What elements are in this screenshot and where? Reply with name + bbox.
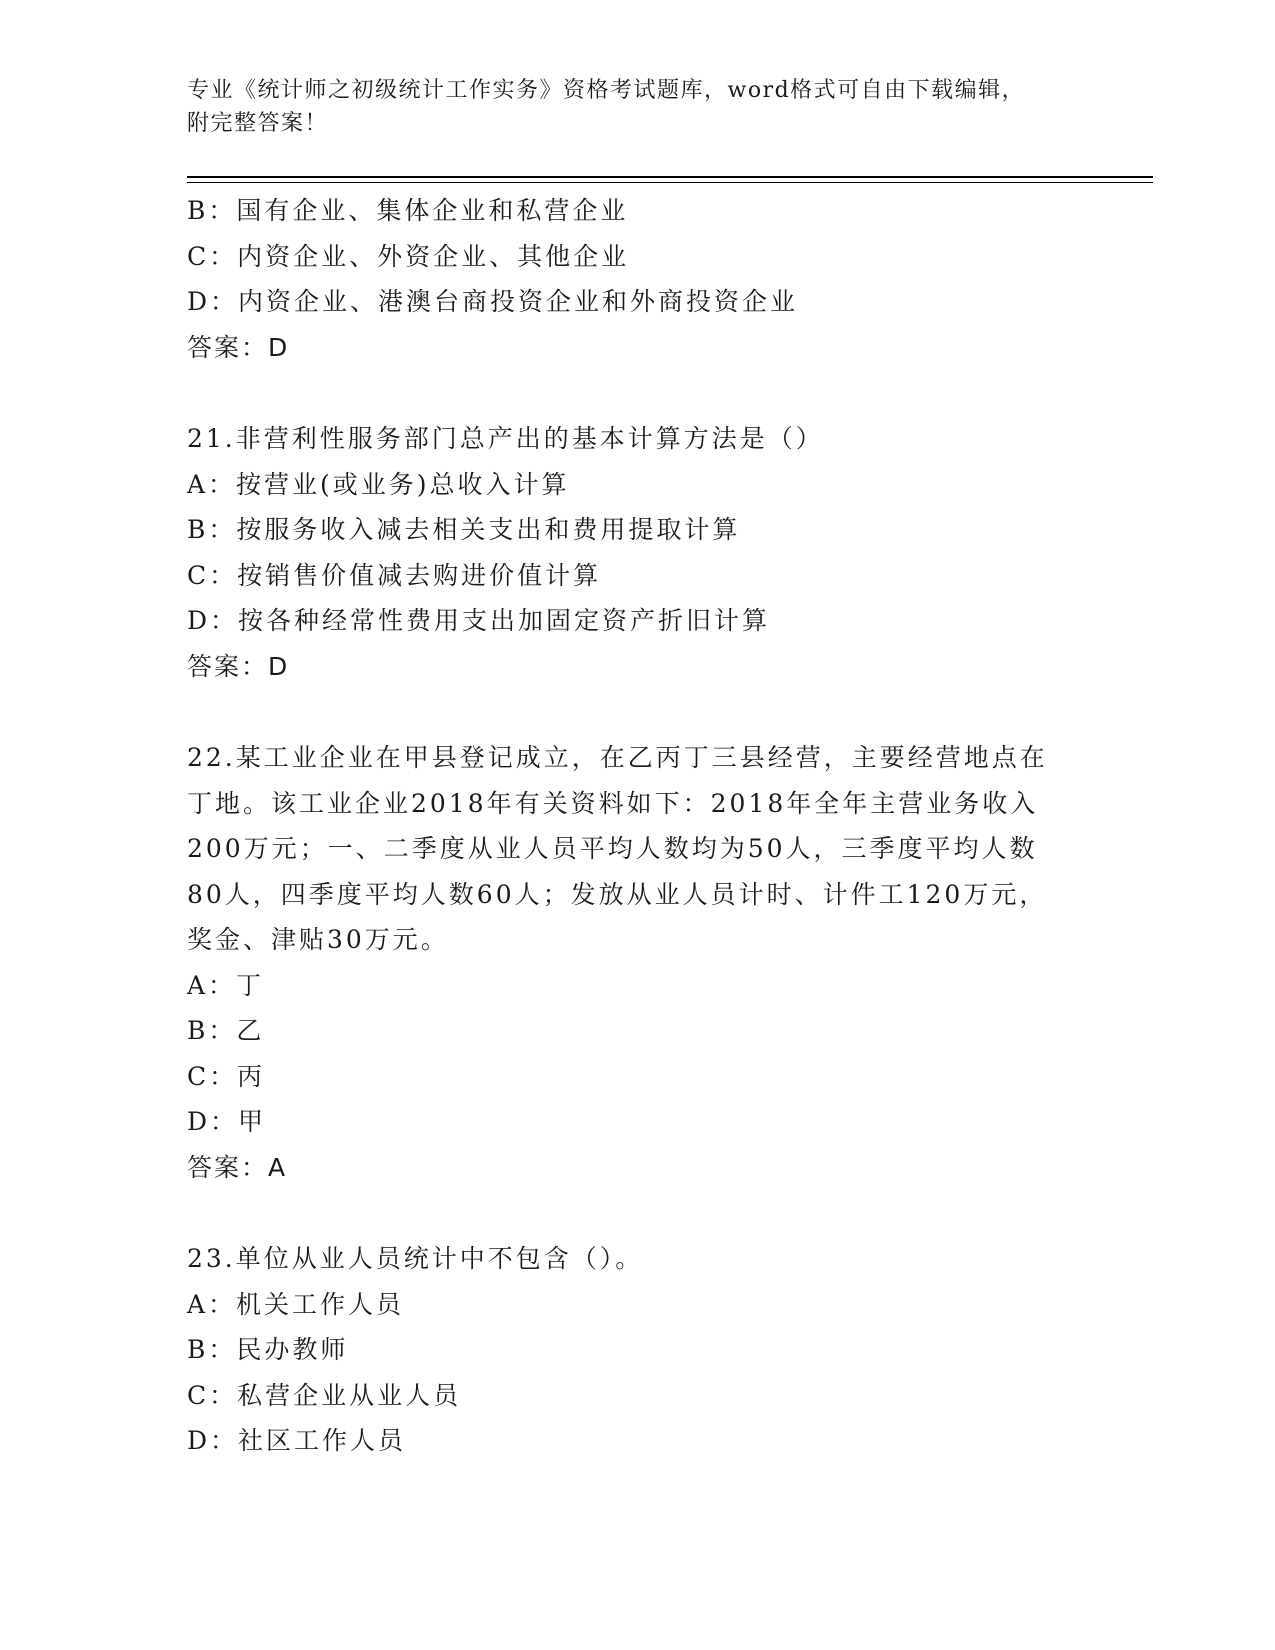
header-divider-thin <box>187 182 1153 183</box>
option-a: A：机关工作人员 <box>187 1289 405 1319</box>
question-stem: 21.非营利性服务部门总产出的基本计算方法是（） <box>187 424 824 453</box>
option-a: A：丁 <box>187 970 265 1000</box>
option-b: B：乙 <box>187 1016 265 1045</box>
answer-line: 答案：D <box>187 651 290 681</box>
question-block-20 <box>187 188 1087 370</box>
question-stem-line: 奖金、津贴30万元。 <box>187 925 449 954</box>
question-block-21 <box>187 416 1087 689</box>
option-d: D：社区工作人员 <box>187 1426 407 1455</box>
question-stem-line: 22.某工业企业在甲县登记成立，在乙丙丁三县经营，主要经营地点在 <box>187 743 1048 772</box>
spacer <box>187 689 1087 735</box>
header-line-2: 附完整答案！ <box>187 111 329 136</box>
header-line-1: 专业《统计师之初级统计工作实务》资格考试题库，word格式可自由下载编辑， <box>187 78 1026 103</box>
option-c: C：内资企业、外资企业、其他企业 <box>187 241 630 271</box>
option-a: A：按营业(或业务)总收入计算 <box>187 469 570 499</box>
option-c: C：丙 <box>187 1061 266 1091</box>
spacer <box>187 370 1087 416</box>
answer-line: 答案：A <box>187 1152 288 1182</box>
option-b: B：按服务收入减去相关支出和费用提取计算 <box>187 515 741 544</box>
answer-line: 答案：D <box>187 332 290 362</box>
question-stem-line: 80人，四季度平均人数60人；发放从业人员计时、计件工120万元， <box>187 879 1048 909</box>
question-stem-line: 丁地。该工业企业2018年有关资料如下：2018年全年主营业务收入 <box>187 788 1039 818</box>
question-block-22 <box>187 735 1087 1190</box>
question-stem-line: 200万元；一、二季度从业人员平均人数均为50人，三季度平均人数 <box>187 834 1038 863</box>
spacer <box>187 1190 1087 1236</box>
question-list <box>187 188 1087 1464</box>
option-c: C：私营企业从业人员 <box>187 1380 462 1410</box>
document-header <box>187 74 1057 140</box>
option-b: B：民办教师 <box>187 1335 349 1364</box>
option-d: D：按各种经常性费用支出加固定资产折旧计算 <box>187 606 771 635</box>
option-d: D：内资企业、港澳台商投资企业和外商投资企业 <box>187 287 799 316</box>
question-stem: 23.单位从业人员统计中不包含（）。 <box>187 1244 644 1273</box>
header-divider-thick <box>187 176 1153 178</box>
option-d: D：甲 <box>187 1107 267 1136</box>
question-block-23 <box>187 1236 1087 1464</box>
option-c: C：按销售价值减去购进价值计算 <box>187 560 602 590</box>
option-b: B：国有企业、集体企业和私营企业 <box>187 196 629 225</box>
